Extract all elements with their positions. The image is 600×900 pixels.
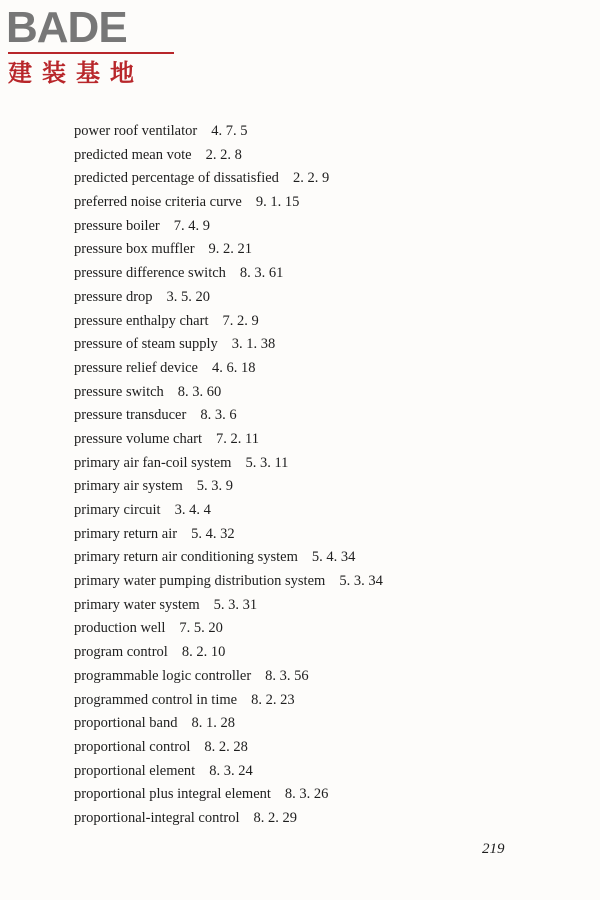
index-term: programmable logic controller bbox=[74, 667, 252, 684]
index-reference: 7. 2. 11 bbox=[216, 430, 260, 447]
index-reference: 8. 3. 6 bbox=[200, 407, 237, 424]
logo-divider bbox=[8, 52, 174, 54]
index-entry bbox=[74, 144, 574, 168]
index-reference: 7. 2. 9 bbox=[222, 312, 259, 329]
index-entry bbox=[74, 736, 574, 760]
index-reference: 5. 3. 11 bbox=[245, 454, 289, 471]
index-term: pressure enthalpy chart bbox=[74, 312, 209, 329]
logo bbox=[6, 4, 181, 90]
index-reference: 8. 3. 24 bbox=[209, 762, 253, 779]
index-reference: 8. 3. 61 bbox=[239, 265, 284, 282]
logo-brand: BADE bbox=[6, 3, 127, 52]
index-reference: 8. 3. 26 bbox=[284, 786, 329, 803]
index-entry bbox=[74, 760, 574, 784]
index-entry bbox=[74, 712, 574, 736]
index-reference: 5. 3. 34 bbox=[339, 573, 383, 590]
index-reference: 8. 3. 56 bbox=[265, 667, 309, 684]
index-term: pressure transducer bbox=[74, 407, 187, 424]
index-entry bbox=[74, 594, 574, 618]
index-entry bbox=[74, 215, 574, 239]
index-entry bbox=[74, 262, 574, 286]
index-reference: 8. 1. 28 bbox=[191, 715, 235, 732]
index-entry bbox=[74, 689, 574, 713]
index-term: program control bbox=[74, 644, 168, 661]
index-term: pressure drop bbox=[74, 288, 153, 305]
index-reference: 8. 2. 29 bbox=[253, 809, 297, 826]
index-entry bbox=[74, 167, 574, 191]
index-term: primary water system bbox=[74, 596, 200, 613]
index-entry bbox=[74, 428, 574, 452]
index-term: predicted percentage of dissatisfied bbox=[74, 170, 279, 187]
index-reference: 5. 3. 31 bbox=[213, 596, 258, 613]
index-reference: 5. 4. 32 bbox=[191, 525, 235, 542]
index-term: pressure volume chart bbox=[74, 430, 203, 447]
index-entry bbox=[74, 286, 574, 310]
index-reference: 8. 3. 60 bbox=[177, 383, 222, 400]
index-entry bbox=[74, 404, 574, 428]
index-entry bbox=[74, 333, 574, 357]
index-entry bbox=[74, 310, 574, 334]
index-term: pressure box muffler bbox=[74, 241, 195, 258]
index-term: primary water pumping distribution system bbox=[74, 573, 326, 590]
index-entry bbox=[74, 546, 574, 570]
index-entry bbox=[74, 452, 574, 476]
index-term: production well bbox=[74, 620, 166, 637]
index-term: primary return air bbox=[74, 525, 178, 542]
logo-chinese-text: 建装基地 bbox=[8, 59, 144, 87]
index-entry bbox=[74, 475, 574, 499]
index-reference: 3. 5. 20 bbox=[166, 288, 211, 305]
index-entry bbox=[74, 381, 574, 405]
index-term: proportional plus integral element bbox=[74, 786, 271, 803]
index-reference: 4. 7. 5 bbox=[211, 123, 248, 139]
index-term: primary return air conditioning system bbox=[74, 549, 298, 566]
index-term: pressure switch bbox=[74, 383, 164, 400]
index-reference: 4. 6. 18 bbox=[212, 359, 256, 376]
index-reference: 9. 2. 21 bbox=[208, 241, 253, 258]
index-term: pressure of steam supply bbox=[74, 336, 218, 353]
index-term: primary air fan-coil system bbox=[74, 454, 232, 471]
index-entry bbox=[74, 191, 574, 215]
index-entry bbox=[74, 120, 574, 144]
index-reference: 7. 4. 9 bbox=[173, 217, 211, 234]
index-reference: 8. 2. 10 bbox=[181, 644, 226, 661]
index-entry bbox=[74, 238, 574, 262]
index-term: primary circuit bbox=[74, 502, 161, 518]
index-reference: 8. 2. 23 bbox=[251, 691, 295, 708]
index-entry bbox=[74, 570, 574, 594]
index-entry bbox=[74, 357, 574, 381]
index-reference: 3. 4. 4 bbox=[174, 502, 211, 518]
index-entry bbox=[74, 523, 574, 547]
index-term: power roof ventilator bbox=[74, 123, 198, 139]
index-reference: 8. 2. 28 bbox=[204, 738, 248, 755]
index-term: proportional control bbox=[74, 738, 191, 755]
index-entry bbox=[74, 665, 574, 689]
index-entry bbox=[74, 617, 574, 641]
index-reference: 5. 4. 34 bbox=[311, 549, 356, 566]
index-term: proportional element bbox=[74, 762, 196, 779]
index-entry bbox=[74, 641, 574, 665]
index-entry bbox=[74, 499, 574, 523]
index-entry bbox=[74, 783, 574, 807]
index-entry bbox=[74, 807, 574, 831]
index-term: pressure boiler bbox=[74, 217, 160, 234]
index-reference: 9. 1. 15 bbox=[255, 194, 300, 211]
index-term: preferred noise criteria curve bbox=[74, 194, 242, 211]
index-term: primary air system bbox=[74, 478, 183, 495]
index-reference: 2. 2. 8 bbox=[205, 146, 242, 163]
index-reference: 3. 1. 38 bbox=[231, 336, 276, 353]
index-term: proportional-integral control bbox=[74, 809, 240, 826]
index-term: predicted mean vote bbox=[74, 146, 192, 163]
index-term: proportional band bbox=[74, 715, 178, 732]
index-reference: 7. 5. 20 bbox=[179, 620, 223, 637]
index-entry-list bbox=[74, 120, 574, 831]
index-reference: 2. 2. 9 bbox=[292, 170, 330, 187]
page-number: 219 bbox=[482, 841, 505, 857]
index-term: pressure relief device bbox=[74, 359, 198, 376]
index-term: pressure difference switch bbox=[74, 265, 226, 282]
index-reference: 5. 3. 9 bbox=[196, 478, 233, 495]
index-term: programmed control in time bbox=[74, 691, 238, 708]
